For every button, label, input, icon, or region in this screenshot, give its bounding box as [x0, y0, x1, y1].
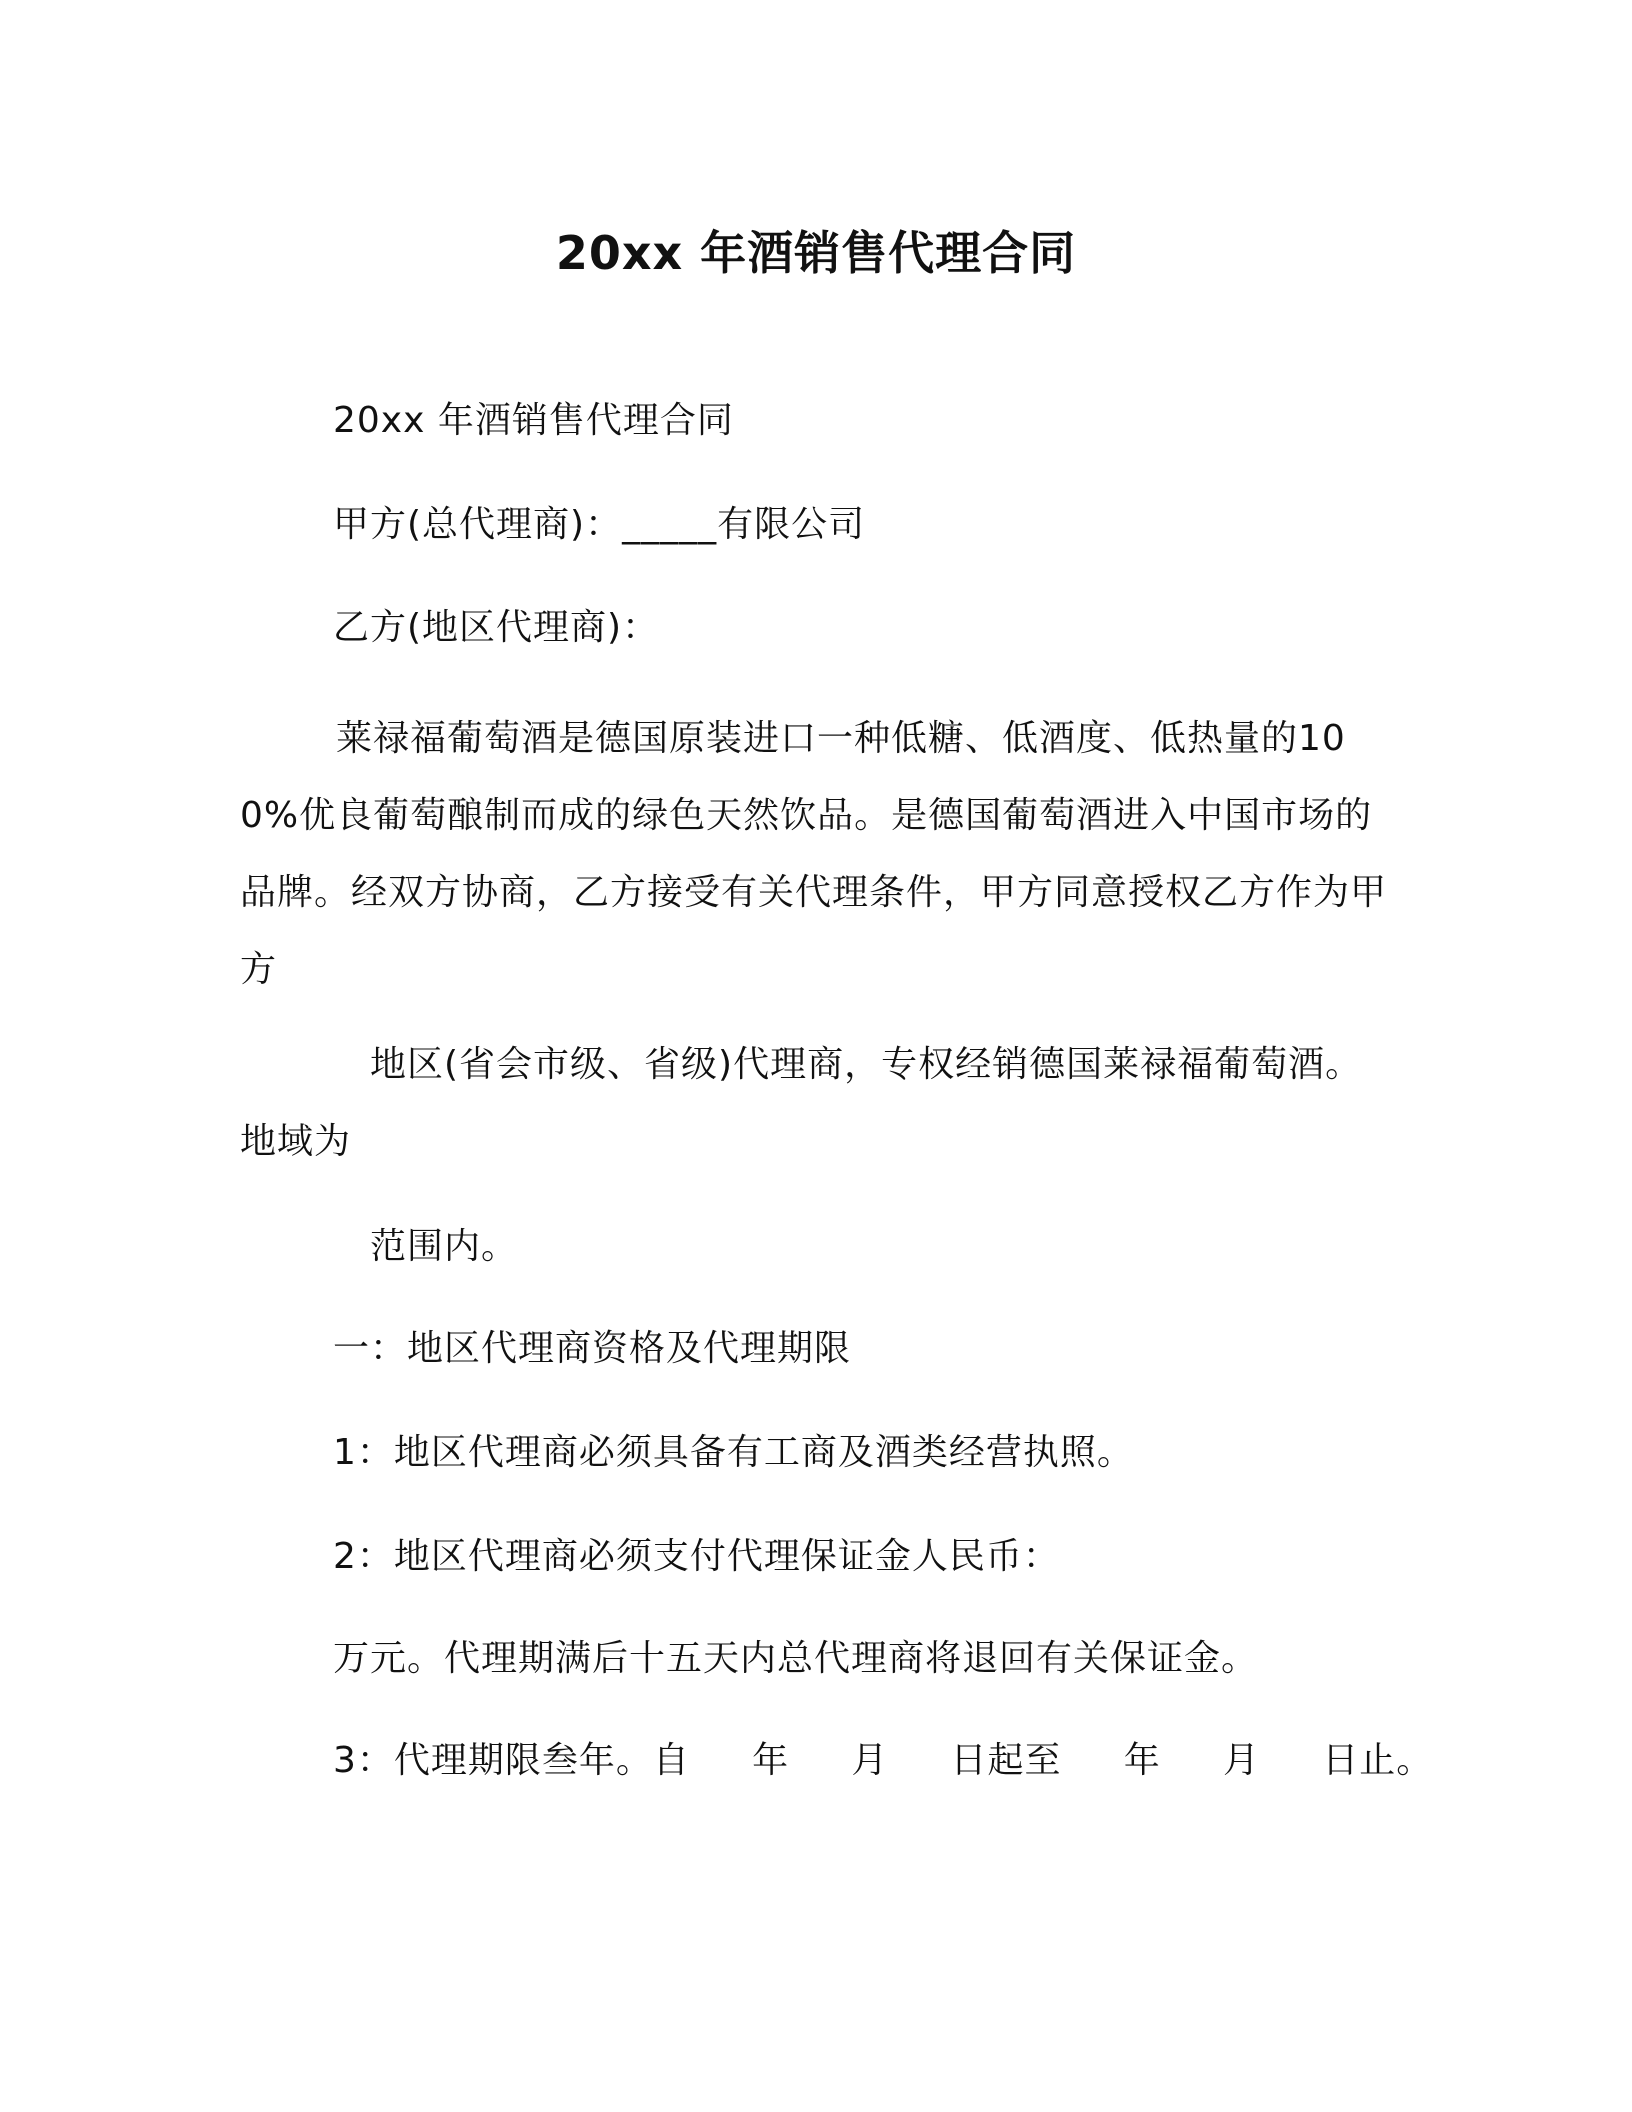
party-a-line: 甲方(总代理商)：_____有限公司 [333, 504, 866, 545]
clause-2: 2：地区代理商必须支付代理保证金人民币： [333, 1536, 1060, 1577]
scope-line: 范围内。 [370, 1226, 519, 1267]
region-line: 地区(省会市级、省级)代理商，专权经销德国莱禄福葡萄酒。 [370, 1044, 1363, 1085]
clause-3: 3：代理期限叁年。自 年 月 日起至 年 月 日止。 [333, 1740, 1434, 1781]
document-title: 20xx 年酒销售代理合同 [555, 226, 1077, 280]
clause-2-continuation: 万元。代理期满后十五天内总代理商将退回有关保证金。 [333, 1638, 1259, 1679]
intro-paragraph: 莱禄福葡萄酒是德国原装进口一种低糖、低酒度、低热量的100%优良葡萄酿制而成的绿色天然饮品。是德国葡萄酒进入中国市场的品牌。经双方协商，乙方接受有关代理条件，甲方同意授权乙方作为甲方 [240, 718, 1388, 990]
party-b-line: 乙方(地区代理商)： [333, 607, 660, 648]
document-subtitle: 20xx 年酒销售代理合同 [333, 400, 734, 441]
section-1-heading: 一：地区代理商资格及代理期限 [333, 1328, 852, 1369]
region-line-continuation: 地域为 [240, 1121, 352, 1162]
clause-1: 1：地区代理商必须具备有工商及酒类经营执照。 [333, 1432, 1134, 1473]
